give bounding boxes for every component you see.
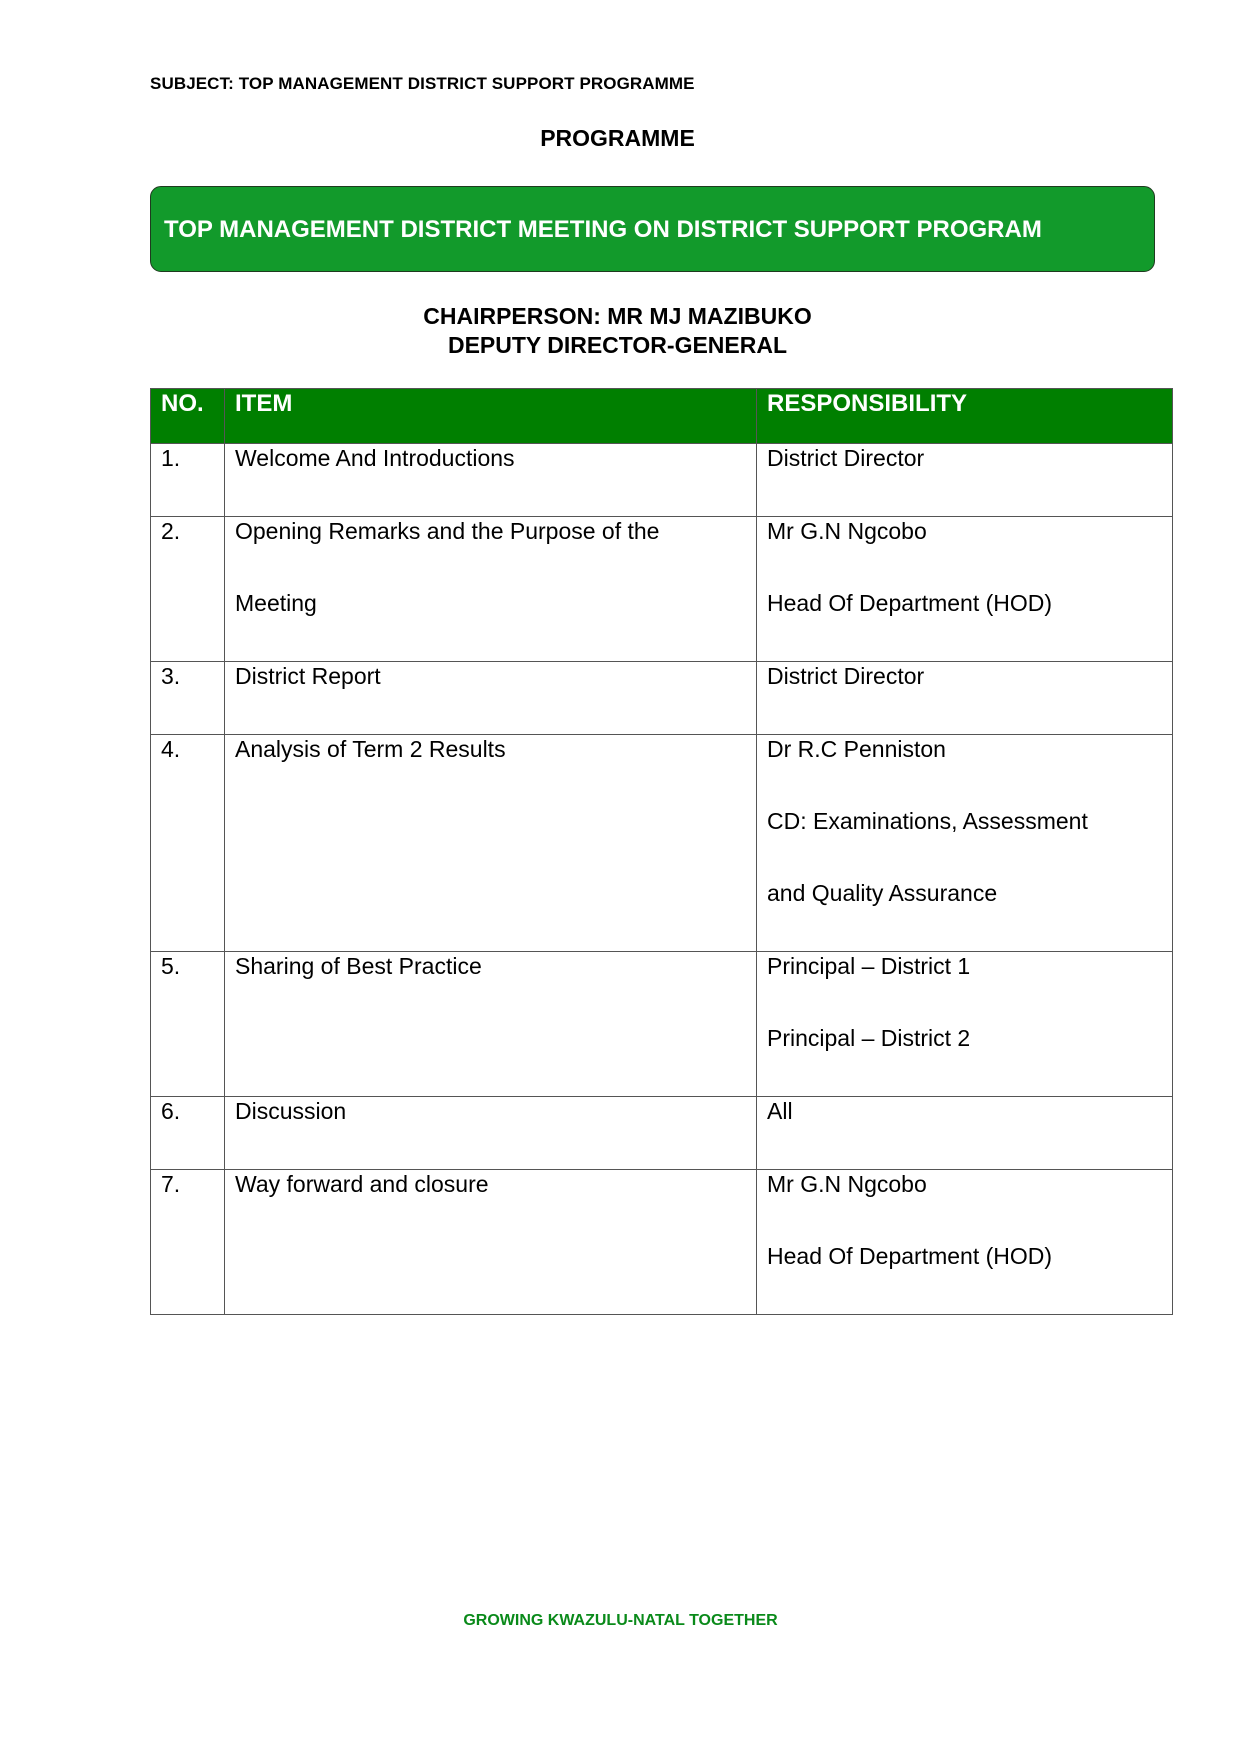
row-item-text: District Report — [235, 663, 381, 689]
row-responsibility-text: CD: Examinations, Assessment — [767, 808, 1088, 834]
row-responsibility-cell — [757, 735, 1173, 952]
row-item-text: Analysis of Term 2 Results — [235, 736, 506, 762]
row-number-text: 3. — [161, 663, 181, 689]
row-number-text: 7. — [161, 1171, 181, 1197]
header-no: NO. — [151, 389, 225, 444]
row-item-text: Discussion — [235, 1098, 347, 1124]
row-item-text: Way forward and closure — [235, 1171, 489, 1197]
table-body — [151, 444, 1173, 1315]
row-responsibility-text: Dr R.C Penniston — [767, 736, 946, 762]
row-responsibility-text: Principal – District 1 — [767, 953, 971, 979]
row-responsibility-text: and Quality Assurance — [767, 880, 998, 906]
row-responsibility-text: District Director — [767, 445, 925, 471]
row-responsibility-text: District Director — [767, 663, 925, 689]
document-subject: SUBJECT: TOP MANAGEMENT DISTRICT SUPPORT PROGRAMME — [150, 74, 695, 93]
meeting-title-banner — [150, 186, 1155, 272]
row-number-cell — [151, 735, 225, 952]
footer-slogan: GROWING KWAZULU-NATAL TOGETHER — [463, 1612, 778, 1629]
chairperson-title: DEPUTY DIRECTOR-GENERAL — [447, 332, 788, 358]
programme-heading: PROGRAMME — [540, 125, 695, 151]
row-item-cell — [225, 735, 757, 952]
meeting-title: TOP MANAGEMENT DISTRICT MEETING ON DISTRICT SUPPORT PROGRAM — [164, 216, 1042, 243]
row-item-text: Meeting — [235, 590, 317, 616]
row-number-text: 1. — [161, 445, 181, 471]
row-item-text: Opening Remarks and the Purpose of the — [235, 518, 660, 544]
row-responsibility-text: Mr G.N Ngcobo — [767, 518, 927, 544]
row-item-text: Welcome And Introductions — [235, 445, 515, 471]
table-row — [151, 1170, 1173, 1315]
row-responsibility-text: Head Of Department (HOD) — [767, 1243, 1053, 1269]
row-number-text: 2. — [161, 518, 181, 544]
row-responsibility-text: Mr G.N Ngcobo — [767, 1171, 927, 1197]
table-row — [151, 735, 1173, 952]
row-number-text: 5. — [161, 953, 181, 979]
row-item-text: Sharing of Best Practice — [235, 953, 482, 979]
header-responsibility: RESPONSIBILITY — [757, 389, 1173, 444]
row-responsibility-text: All — [767, 1098, 793, 1124]
chairperson-block — [0, 302, 1235, 360]
row-responsibility-text: Head Of Department (HOD) — [767, 590, 1053, 616]
row-number-cell — [151, 1170, 225, 1315]
programme-table — [150, 388, 1173, 1315]
chairperson-name: CHAIRPERSON: MR MJ MAZIBUKO — [423, 303, 812, 329]
row-responsibility-cell — [757, 1170, 1173, 1315]
row-responsibility-text: Principal – District 2 — [767, 1025, 971, 1051]
row-number-text: 4. — [161, 736, 181, 762]
header-item: ITEM — [225, 389, 757, 444]
row-number-text: 6. — [161, 1098, 181, 1124]
row-item-cell — [225, 1170, 757, 1315]
